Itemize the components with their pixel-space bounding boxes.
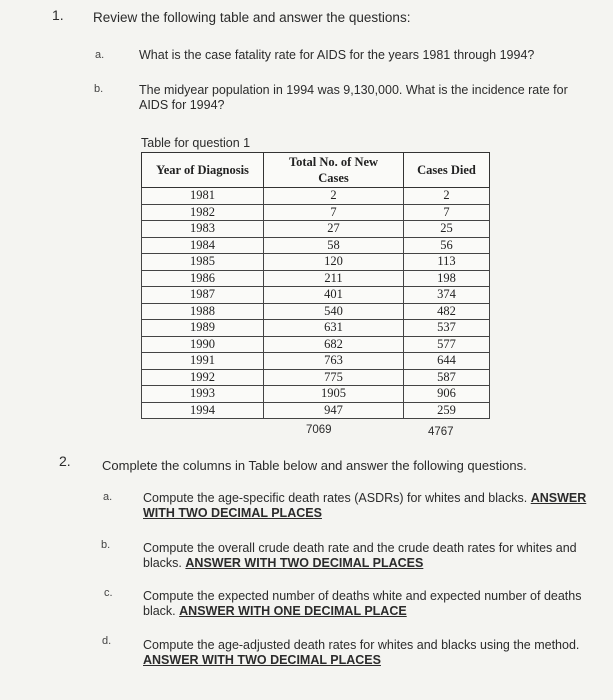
- cell-died: 906: [404, 386, 490, 403]
- question-1b-letter: b.: [94, 83, 104, 95]
- cell-year: 1993: [142, 386, 264, 403]
- question-2a-text: [143, 491, 586, 521]
- question-1b-line2: AIDS for 1994?: [139, 98, 225, 112]
- table-row: [142, 237, 490, 254]
- question-2b-line1: Compute the overall crude death rate and the crude death rates for whites and: [143, 541, 577, 555]
- question-1b-line1: The midyear population in 1994 was 9,130,000. What is the incidence rate for: [139, 83, 568, 97]
- table-row: [142, 386, 490, 403]
- question-2a-emph1: ANSWER: [530, 491, 587, 505]
- question-2d-text: [143, 638, 579, 668]
- cell-year: 1992: [142, 369, 264, 386]
- question-2-number: 2.: [59, 453, 71, 469]
- header-year: Year of Diagnosis: [142, 153, 264, 188]
- table-body: [142, 188, 490, 419]
- cell-died: 644: [404, 353, 490, 370]
- question-2a-letter: a.: [103, 491, 113, 503]
- table-row: [142, 221, 490, 238]
- cell-died: 2: [404, 188, 490, 205]
- cell-died: 537: [404, 320, 490, 337]
- header-new-cases: [264, 153, 404, 188]
- cell-new: 631: [264, 320, 404, 337]
- question-2b-line2: blacks.: [143, 556, 182, 570]
- cell-year: 1981: [142, 188, 264, 205]
- cell-died: 56: [404, 237, 490, 254]
- cell-new: 540: [264, 303, 404, 320]
- table-row: [142, 336, 490, 353]
- table-header-row: [142, 153, 490, 188]
- cell-year: 1994: [142, 402, 264, 419]
- question-1-prompt: Review the following table and answer the questions:: [93, 10, 411, 25]
- question-2c-line2: black.: [143, 604, 176, 618]
- question-2d-letter: d.: [102, 635, 112, 647]
- cell-year: 1987: [142, 287, 264, 304]
- question-2c-letter: c.: [104, 587, 113, 599]
- table-caption: Table for question 1: [141, 136, 251, 150]
- cell-new: 775: [264, 369, 404, 386]
- question-2c-emph: ANSWER WITH ONE DECIMAL PLACE: [179, 604, 407, 618]
- table-row: [142, 188, 490, 205]
- table-row: [142, 402, 490, 419]
- total-cases-died: 4767: [428, 426, 454, 438]
- cell-new: 401: [264, 287, 404, 304]
- table-row: [142, 204, 490, 221]
- cell-new: 58: [264, 237, 404, 254]
- table-row: [142, 353, 490, 370]
- cell-year: 1989: [142, 320, 264, 337]
- question-1-number: 1.: [52, 7, 64, 23]
- cell-new: 1905: [264, 386, 404, 403]
- question-1b-text: [139, 83, 568, 113]
- cell-died: 374: [404, 287, 490, 304]
- table-row: [142, 254, 490, 271]
- cell-year: 1986: [142, 270, 264, 287]
- cell-year: 1982: [142, 204, 264, 221]
- cell-year: 1983: [142, 221, 264, 238]
- table-row: [142, 287, 490, 304]
- cell-new: 27: [264, 221, 404, 238]
- cell-year: 1985: [142, 254, 264, 271]
- question-2a-line1: Compute the age-specific death rates (ASDRs) for whites and blacks.: [143, 491, 528, 505]
- table-row: [142, 369, 490, 386]
- question-2b-text: [143, 541, 577, 571]
- cell-died: 577: [404, 336, 490, 353]
- cell-new: 120: [264, 254, 404, 271]
- table-row: [142, 320, 490, 337]
- header-new-cases-line2: Cases: [318, 171, 349, 185]
- cell-new: 763: [264, 353, 404, 370]
- question-2c-line1: Compute the expected number of deaths white and expected number of deaths: [143, 589, 582, 603]
- header-new-cases-line1: Total No. of New: [288, 155, 379, 169]
- cell-died: 482: [404, 303, 490, 320]
- cell-died: 7: [404, 204, 490, 221]
- header-cases-died: Cases Died: [404, 153, 490, 188]
- cell-died: 587: [404, 369, 490, 386]
- table-row: [142, 303, 490, 320]
- aids-table: [141, 152, 490, 419]
- cell-year: 1991: [142, 353, 264, 370]
- question-2b-emph: ANSWER WITH TWO DECIMAL PLACES: [185, 556, 424, 570]
- aids-table-container: [141, 152, 490, 419]
- cell-new: 211: [264, 270, 404, 287]
- question-1a-text: What is the case fatality rate for AIDS for the years 1981 through 1994?: [139, 48, 535, 62]
- cell-year: 1984: [142, 237, 264, 254]
- cell-died: 113: [404, 254, 490, 271]
- total-new-cases: 7069: [306, 424, 332, 436]
- cell-died: 198: [404, 270, 490, 287]
- question-2d-line1: Compute the age-adjusted death rates for whites and blacks using the method.: [143, 638, 580, 652]
- question-2c-text: [143, 589, 581, 619]
- cell-new: 2: [264, 188, 404, 205]
- cell-new: 7: [264, 204, 404, 221]
- question-2b-letter: b.: [101, 539, 111, 551]
- cell-new: 947: [264, 402, 404, 419]
- question-2a-emph2: WITH TWO DECIMAL PLACES: [143, 506, 322, 520]
- cell-new: 682: [264, 336, 404, 353]
- cell-died: 25: [404, 221, 490, 238]
- cell-died: 259: [404, 402, 490, 419]
- cell-year: 1988: [142, 303, 264, 320]
- cell-year: 1990: [142, 336, 264, 353]
- question-2d-emph: ANSWER WITH TWO DECIMAL PLACES: [143, 653, 381, 667]
- question-1a-letter: a.: [95, 49, 105, 61]
- question-2-prompt: Complete the columns in Table below and answer the following questions.: [102, 458, 527, 473]
- table-row: [142, 270, 490, 287]
